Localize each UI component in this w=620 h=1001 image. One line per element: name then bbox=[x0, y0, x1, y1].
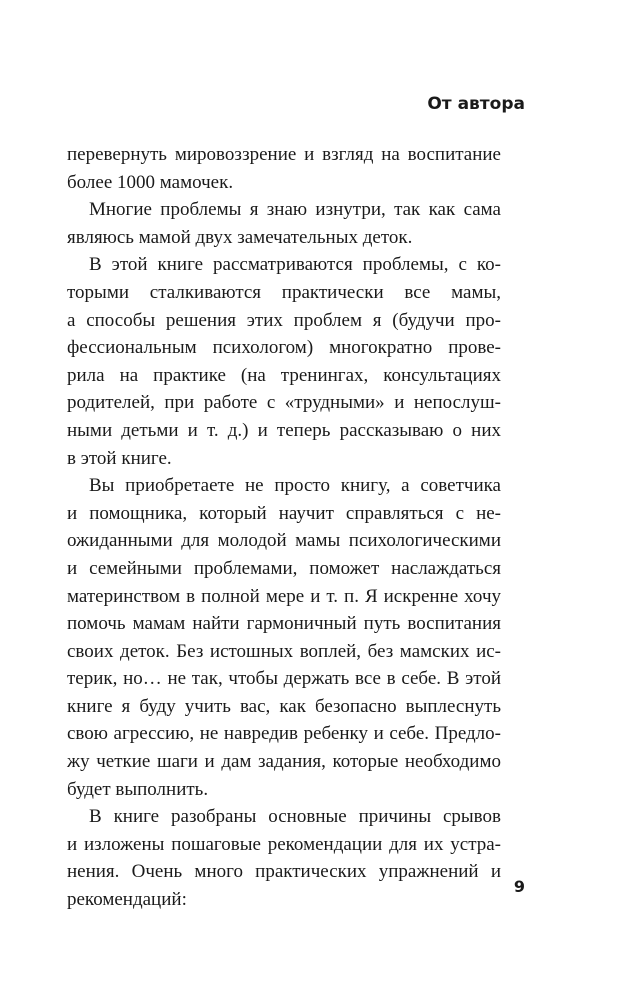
text-line: а способы решения этих проблем я (будучи про- bbox=[67, 309, 501, 331]
text-line: родителей, при работе с «трудными» и непослуш- bbox=[67, 392, 501, 414]
text-line: своих деток. Без истошных воплей, без мамских ис- bbox=[67, 640, 501, 662]
text-line: торыми сталкиваются практически все мамы, bbox=[67, 281, 501, 303]
text-line: нения. Очень много практических упражнений и bbox=[67, 861, 501, 883]
text-line: ожиданными для молодой мамы психологическими bbox=[67, 530, 501, 552]
page-number: 9 bbox=[513, 877, 525, 896]
text-line: и изложены пошаговые рекомендации для их устра- bbox=[67, 833, 501, 855]
text-line: В книге разобраны основные причины срывов bbox=[89, 806, 501, 828]
text-line: Многие проблемы я знаю изнутри, так как сама bbox=[89, 199, 501, 221]
body-text bbox=[67, 141, 501, 914]
text-line: жу четкие шаги и дам задания, которые необходимо bbox=[67, 751, 501, 773]
text-line: и семейными проблемами, поможет наслаждаться bbox=[67, 557, 501, 579]
text-line: помочь мамам найти гармоничный путь воспитания bbox=[67, 613, 501, 635]
text-line: будет выполнить. bbox=[67, 778, 209, 800]
text-line: более 1000 мамочек. bbox=[67, 171, 234, 193]
text-line: свою агрессию, не навредив ребенку и себе. Предло- bbox=[67, 723, 501, 745]
text-line: Вы приобретаете не просто книгу, а советчика bbox=[89, 475, 501, 497]
text-line: терик, но… не так, чтобы держать все в себе. В этой bbox=[67, 668, 501, 690]
text-line: материнством в полной мере и т. п. Я искренне хочу bbox=[67, 585, 501, 607]
text-line: рекомендаций: bbox=[67, 889, 187, 911]
text-line: ными детьми и т. д.) и теперь рассказываю о них bbox=[67, 419, 501, 441]
text-line: рила на практике (на тренингах, консультациях bbox=[67, 364, 501, 386]
text-line: в этой книге. bbox=[67, 447, 172, 469]
text-line: фессиональным психологом) многократно прове- bbox=[67, 337, 501, 359]
text-line: книге я буду учить вас, как безопасно выплеснуть bbox=[67, 695, 501, 717]
running-header: От автора bbox=[427, 94, 525, 114]
text-line: являюсь мамой двух замечательных деток. bbox=[67, 226, 413, 248]
text-line: перевернуть мировоззрение и взгляд на воспитание bbox=[67, 144, 501, 165]
text-line: и помощника, который научит справляться с не- bbox=[67, 502, 501, 524]
text-line: В этой книге рассматриваются проблемы, с ко- bbox=[89, 254, 501, 276]
